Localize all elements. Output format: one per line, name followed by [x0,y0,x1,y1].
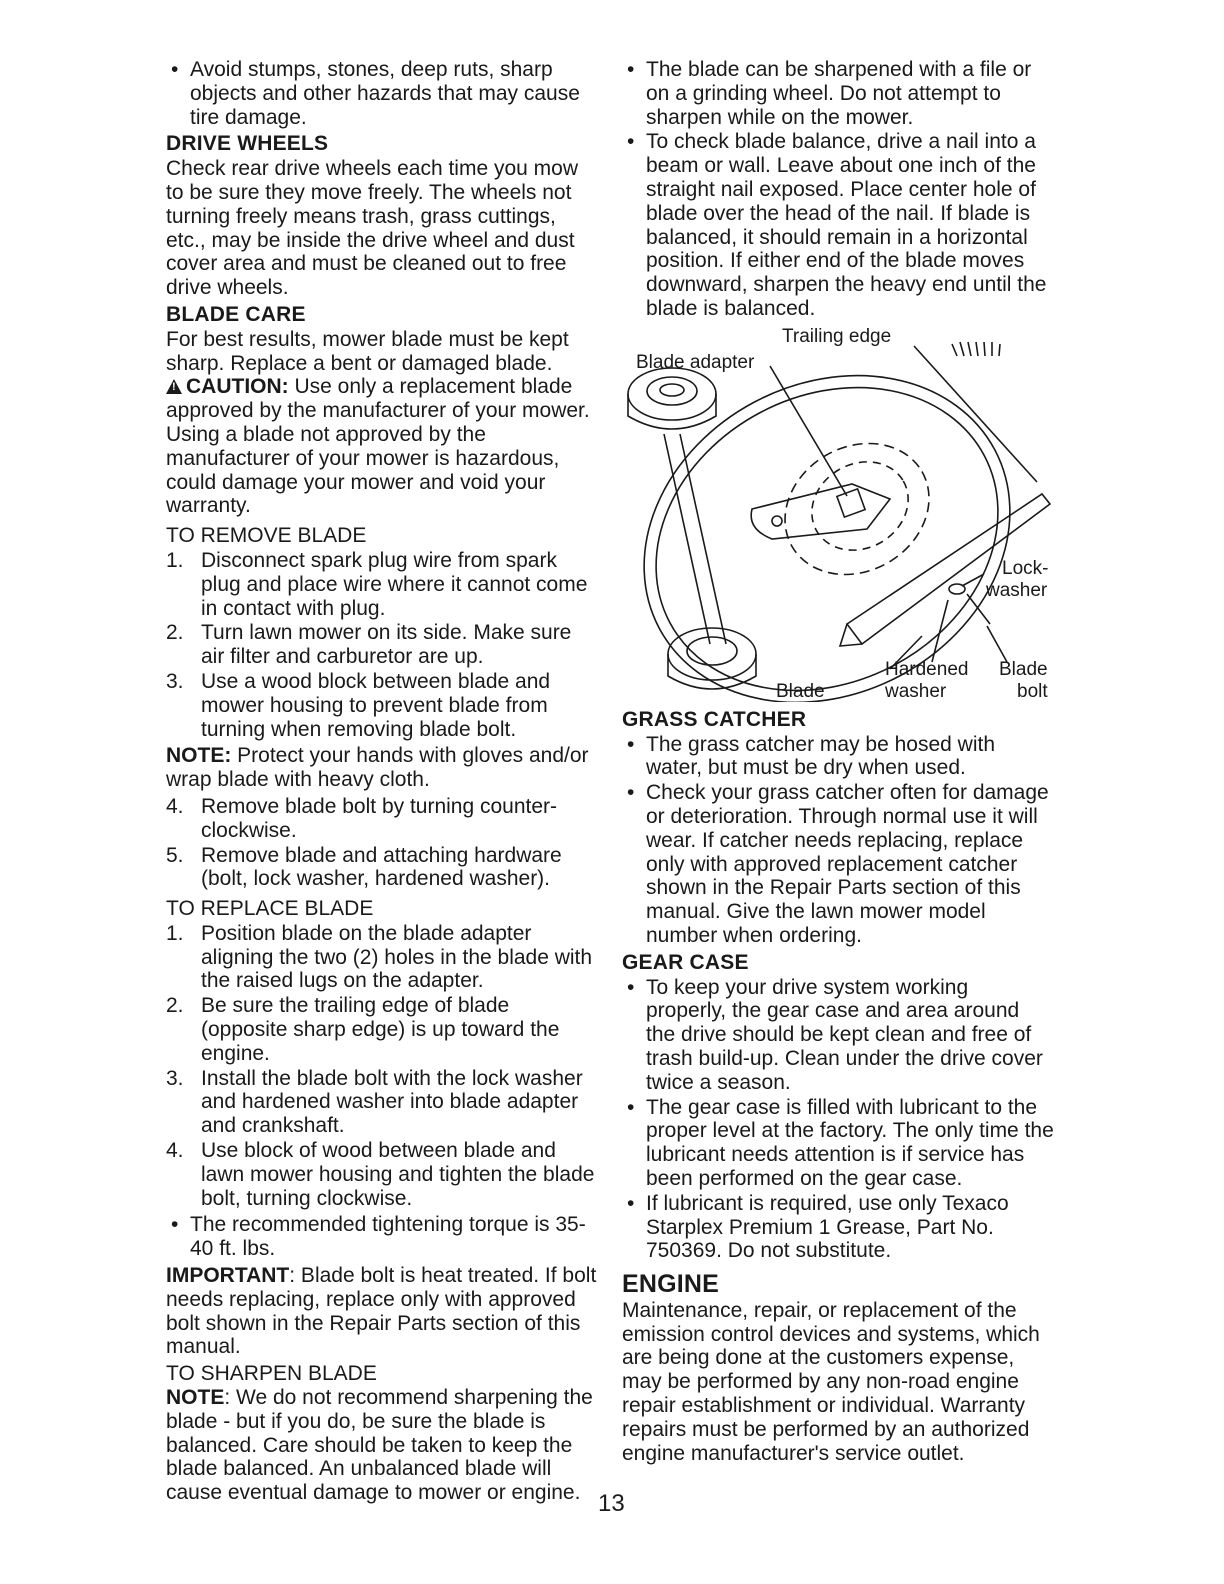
drive-wheels-text: Check rear drive wheels each time you mow to be sure they move freely. The wheels not turning freely means trash, grass cuttings, etc., may be inside the drive wheel and dust cover area and must be cleaned out to free drive wheels. [166,157,579,300]
important-text: : Blade bolt is heat treated. If bolt needs replacing, replace only with approved bolt shown in the Repair Parts section of this manual. [166,1264,597,1359]
leader-hardened-washer [932,600,948,662]
important-note [166,1264,598,1359]
label-hardened-washer: washer [885,680,947,702]
note-sharpening [166,1386,598,1505]
wheel-bottom-tread [668,654,756,689]
list-item [166,922,598,993]
step-text: Use a wood block between blade and mower housing to prevent blade from turning when removing blade bolt. [201,669,551,741]
list-item: • The gear case is filled with lubricant to the proper level at the factory. The only time the lubricant needs attention is if service has been performed on the gear case. [622,1096,1054,1191]
torque-bullet: • The recommended tightening torque is 35-40 ft. lbs. [166,1213,598,1261]
step-text: Turn lawn mower on its side. Make sure air filter and carburetor are up. [201,621,572,669]
list-item [166,844,598,892]
list-item: • If lubricant is required, use only Texaco Starplex Premium 1 Grease, Part No. 750369. Do not substitute. [622,1192,1054,1263]
leader-blade-bolt [987,626,1007,662]
list-item: • To keep your drive system working properly, the gear case and area around the drive should be kept clean and free of trash build-up. Clean under the drive cover twice a season. [622,976,1054,1095]
warning-triangle-icon [166,379,182,394]
step-number: 4. [166,1139,184,1163]
remove-steps [166,549,598,741]
left-column [166,58,598,1508]
note-label: NOTE [166,1386,225,1410]
step-text: Install the blade bolt with the lock washer and hardened washer into blade adapter and crankshaft. [201,1066,583,1138]
remove-steps-continued [166,795,598,891]
list-item: • The blade can be sharpened with a file or on a grinding wheel. Do not attempt to sharpen while on the mower. [622,58,1054,129]
caution-text: Use only a replacement blade approved by the manufacturer of your mower. Using a blade not approved by the manufacturer of your mower is hazardous, could damage your mower and void your warranty. [166,375,590,518]
adapter-center [837,489,865,517]
list-item [166,1067,598,1138]
list-item [166,994,598,1065]
drive-wheels-heading: DRIVE WHEELS [166,132,329,156]
grass-catcher-heading: GRASS CATCHER [622,707,807,731]
avoid-list [166,58,598,129]
note-text: : We do not recommend sharpening the blade - but if you do, be sure the blade is balanced. Care should be taken to keep the blade balanced. An unbalanced blade will cause eventual damage to mower or engine. [166,1386,593,1505]
note-text: Protect your hands with gloves and/or wrap blade with heavy cloth. [166,744,589,792]
label-trailing-edge: Trailing edge [782,325,892,347]
sharpen-blade-heading: TO SHARPEN BLADE [166,1362,377,1386]
list-item [166,795,598,843]
label-hardened: Hardened [885,658,969,680]
grass-catcher-bullets [622,733,1054,948]
gear-case-bullets [622,976,1054,1264]
avoid-bullet: • Avoid stumps, stones, deep ruts, sharp objects and other hazards that may cause tire damage. [166,58,598,129]
blade-end [840,624,862,646]
blade-assembly-illustration [622,324,1054,702]
step-text: Position blade on the blade adapter aligning the two (2) holes in the blade with the raised lugs on the adapter. [201,921,593,993]
gear-case-heading: GEAR CASE [622,950,749,974]
remove-blade-heading: TO REMOVE BLADE [166,524,367,548]
step-number: 2. [166,621,184,645]
replace-blade-heading: TO REPLACE BLADE [166,897,374,921]
wheel-bottom [668,628,756,680]
wheel-top-hub [647,377,697,405]
step-number: 1. [166,548,184,572]
wheel-top-cap [660,384,684,396]
blade-care-heading: BLADE CARE [166,302,306,326]
engine-heading: ENGINE [622,1270,720,1299]
label-blade: Blade [776,680,825,702]
wheel-bottom-hub [687,637,737,665]
list-item [166,621,598,669]
important-label: IMPORTANT [166,1264,290,1288]
label-bolt: bolt [1017,680,1048,702]
list-item: • Check your grass catcher often for damage or deterioration. Through normal use it will wear. If catcher needs replacing, replace only with approved replacement catcher shown in the Repair Parts section of this manual. Give the lawn mower model number when ordering. [622,781,1054,948]
step-number: 1. [166,921,184,945]
blade-care-paragraph [166,328,598,518]
label-lock: Lock- [1002,557,1049,579]
note-label: NOTE: [166,744,232,768]
page-number: 13 [598,1490,625,1517]
step-number: 4. [166,794,184,818]
blade-adapter [751,484,890,539]
step-text: Remove blade bolt by turning counter-clockwise. [201,794,558,842]
adapter-hole [772,516,782,526]
list-item [166,670,598,741]
step-number: 3. [166,669,184,693]
engine-text: Maintenance, repair, or replacement of the emission control devices and systems, which are being done at the customers expense, may be performed by any non-road engine repair establishment or individual. Warranty repairs must be performed by an authorized engine manufacturer's service outlet. [622,1298,1040,1465]
step-number: 2. [166,994,184,1018]
step-text: Use block of wood between blade and lawn mower housing and tighten the blade bolt, turning clockwise. [201,1139,595,1210]
list-item [166,1139,598,1210]
blade-assembly-figure [622,324,1054,702]
caution-label: CAUTION: [186,375,289,399]
step-text: Be sure the trailing edge of blade (opposite sharp edge) is up toward the engine. [201,994,560,1065]
leader-trailing-edge [914,346,1037,482]
trailing-edge-fins [952,342,1000,356]
step-text: Remove blade and attaching hardware (bolt, lock washer, hardened washer). [201,843,562,891]
blade-care-text: For best results, mower blade must be kept sharp. Replace a bent or damaged blade. [166,327,569,375]
deck-inner-rim [622,329,1051,702]
note-gloves [166,744,598,792]
mower-deck [622,324,1054,702]
right-column [622,58,1054,1468]
wheel-top [628,368,716,420]
label-blade-adapter: Blade adapter [636,351,755,373]
step-text: Disconnect spark plug wire from spark plug and place wire where it cannot come in contact with plug. [201,548,588,620]
torque-list [166,1213,598,1261]
list-item: • The grass catcher may be hosed with water, but must be dry when used. [622,733,1054,781]
label-lock-washer: washer [986,579,1048,601]
step-number: 5. [166,843,184,867]
list-item [166,549,598,620]
list-item: • To check blade balance, drive a nail into a beam or wall. Leave about one inch of the straight nail exposed. Place center hole of blade over the head of the nail. If blade is balanced, it should remain in a horizontal position. If either end of the blade moves downward, sharpen the heavy end until the blade is balanced. [622,130,1054,320]
step-number: 3. [166,1066,184,1090]
replace-steps [166,922,598,1211]
leader-blade-adapter [770,366,847,496]
wheel-top-tread [628,394,716,429]
label-bolt-blade: Blade [999,658,1048,680]
sharpen-bullets [622,58,1054,321]
